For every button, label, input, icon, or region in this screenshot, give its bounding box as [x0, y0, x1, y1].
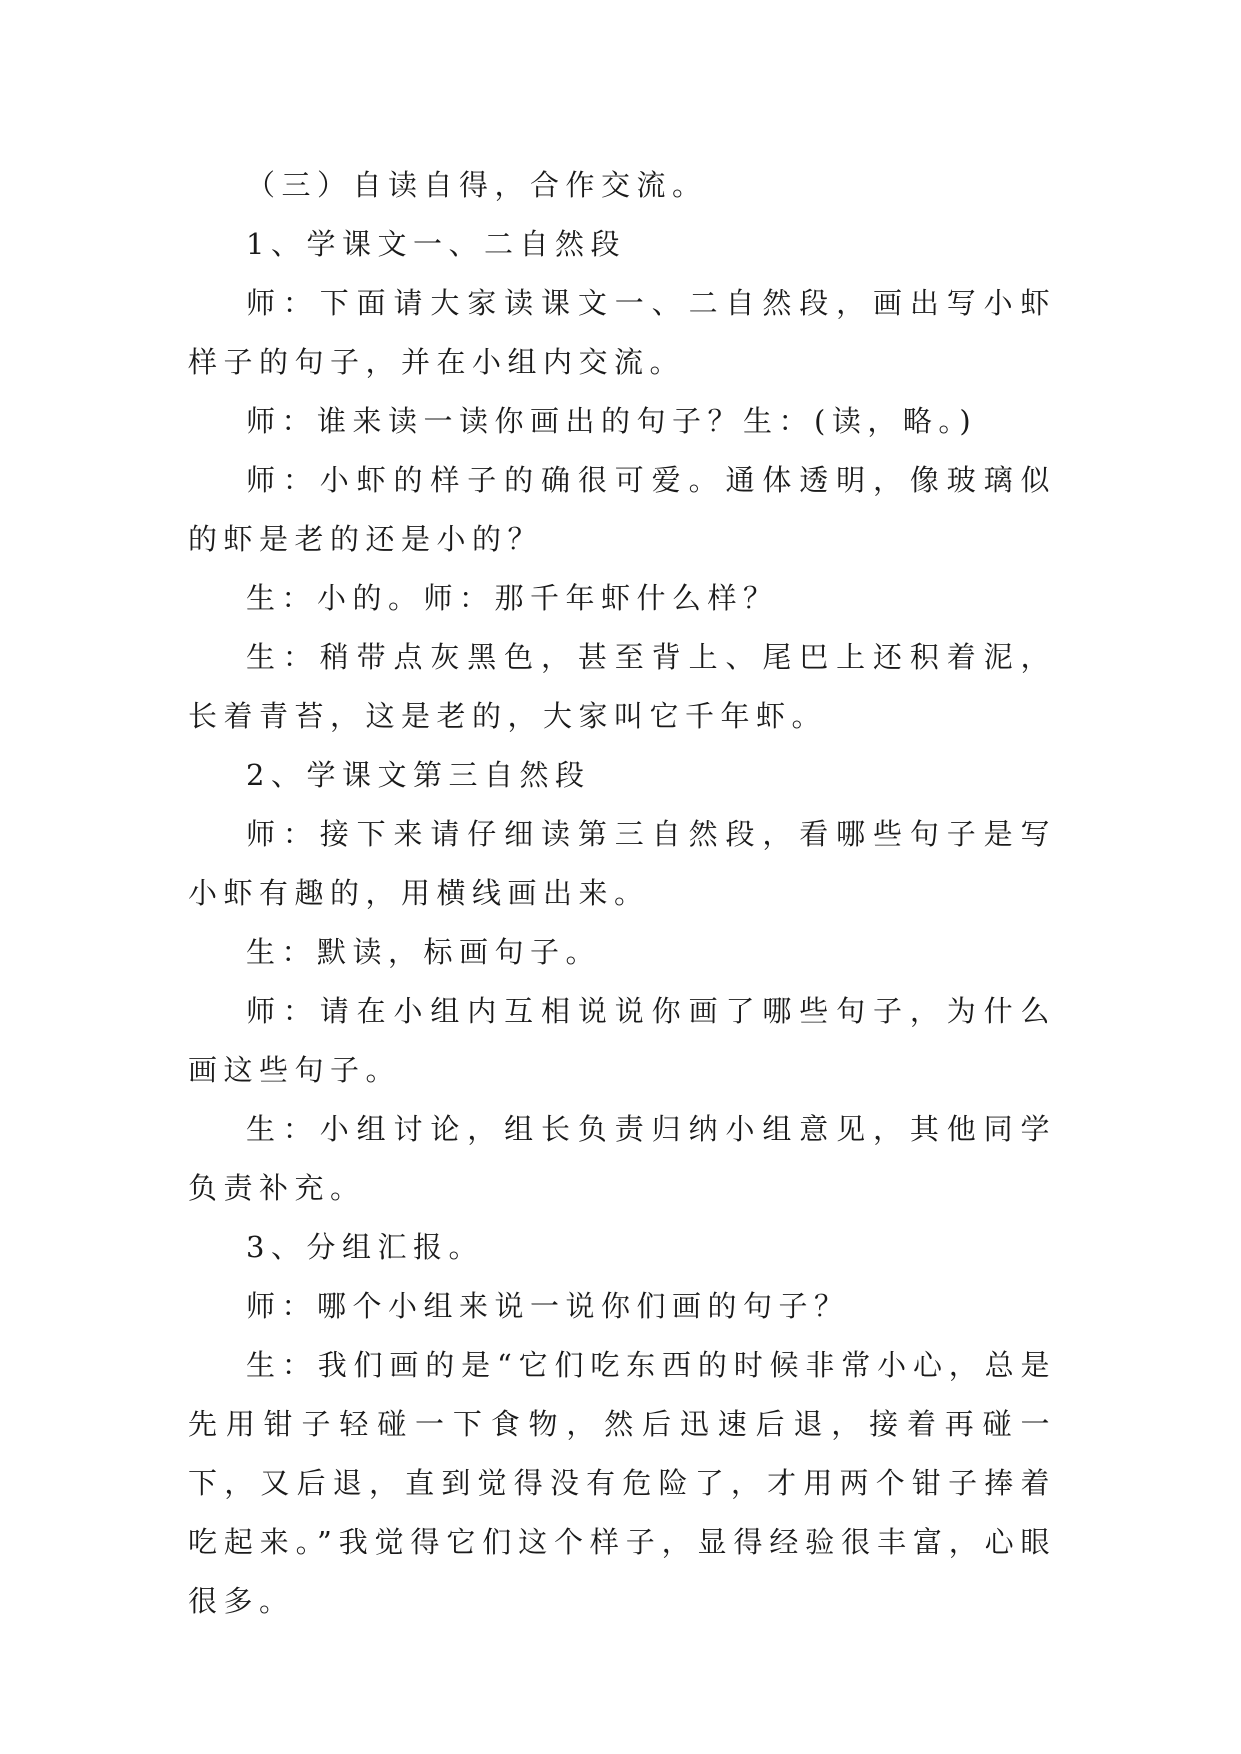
paragraph: 师：下面请大家读课文一、二自然段，画出写小虾样子的句子，并在小组内交流。 — [188, 286, 1056, 379]
paragraph: 生：默读，标画句子。 — [246, 935, 602, 969]
paragraph: 生：稍带点灰黑色，甚至背上、尾巴上还积着泥，长着青苔，这是老的，大家叫它千年虾。 — [188, 640, 1056, 733]
paragraph-subheading-2: 2、学课文第三自然段 — [246, 758, 591, 792]
paragraph: 师：请在小组内互相说说你画了哪些句子，为什么画这些句子。 — [188, 994, 1056, 1087]
paragraph: 师：谁来读一读你画出的句子？生：(读，略。) — [246, 404, 978, 438]
paragraph-section-heading: （三）自读自得，合作交流。 — [246, 168, 708, 202]
paragraph: 师：哪个小组来说一说你们画的句子？ — [246, 1289, 850, 1323]
paragraph-subheading-1: 1、学课文一、二自然段 — [246, 227, 626, 261]
document-body — [188, 156, 1056, 1631]
paragraph: 师：接下来请仔细读第三自然段，看哪些句子是写小虾有趣的，用横线画出来。 — [188, 817, 1056, 910]
paragraph: 生：小组讨论，组长负责归纳小组意见，其他同学负责补充。 — [188, 1112, 1056, 1205]
paragraph: 生：我们画的是“它们吃东西的时候非常小心，总是先用钳子轻碰一下食物，然后迅速后退，接着再碰一下，又后退，直到觉得没有危险了，才用两个钳子捧着吃起来。”我觉得它们这个样子，显得经验很丰富，心眼很多。 — [188, 1348, 1056, 1618]
paragraph-subheading-3: 3、分组汇报。 — [246, 1230, 484, 1264]
paragraph: 师：小虾的样子的确很可爱。通体透明，像玻璃似的虾是老的还是小的？ — [188, 463, 1056, 556]
paragraph: 生：小的。师：那千年虾什么样？ — [246, 581, 779, 615]
